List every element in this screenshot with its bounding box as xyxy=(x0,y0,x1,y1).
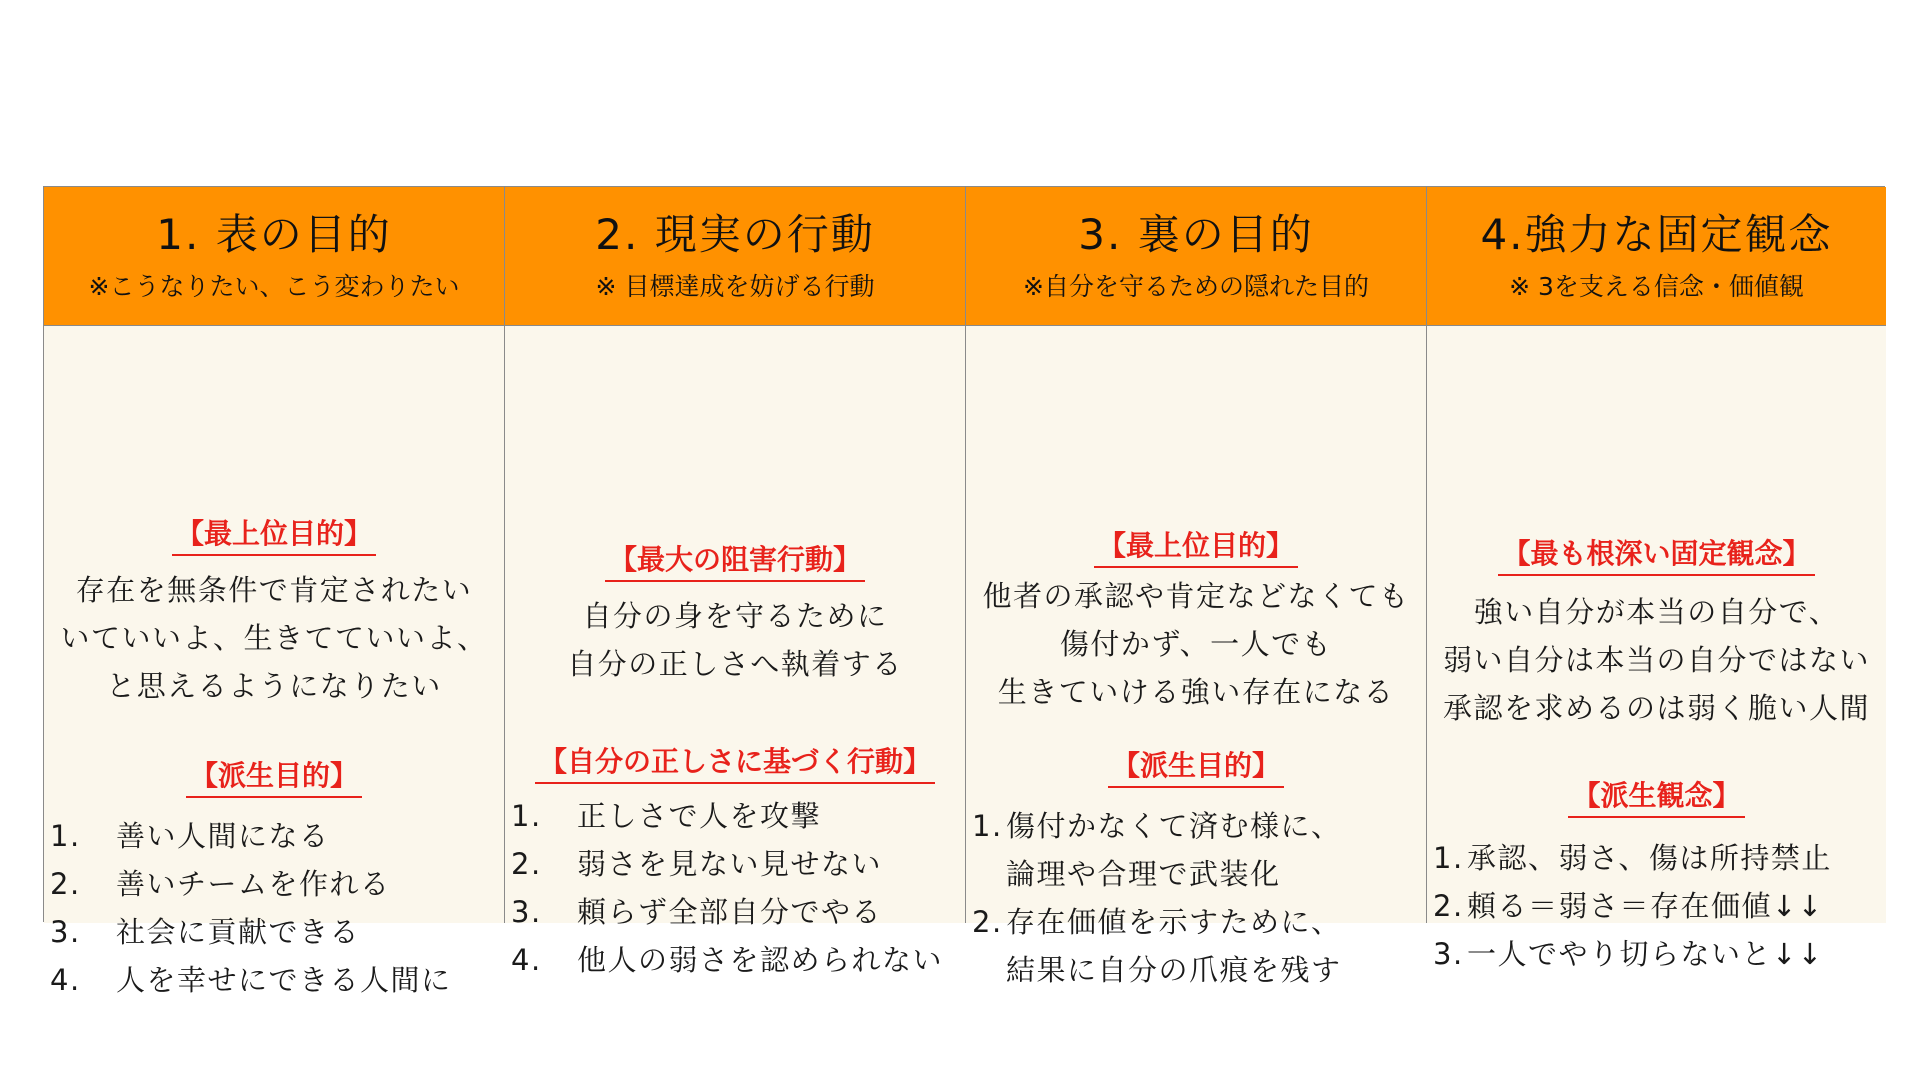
list-item-continuation xyxy=(972,946,1426,994)
list-number: 2. xyxy=(50,867,81,901)
section-label-text: 【派生目的】 xyxy=(1108,748,1284,788)
paragraph-line: と思えるようになりたい xyxy=(106,669,442,703)
header-subtitle: ※自分を守るための隠れた目的 xyxy=(1023,272,1369,301)
list-text: 傷付かなくて済む様に、 xyxy=(1006,809,1342,843)
section-label-text: 【自分の正しさに基づく行動】 xyxy=(535,744,935,784)
paragraph-line: 強い自分が本当の自分で、 xyxy=(1473,595,1840,629)
header-title: 4.強力な固定観念 xyxy=(1480,210,1833,259)
list-text: 弱さを見ない見せない xyxy=(577,847,883,881)
list-number: 2. xyxy=(972,905,1003,939)
list-item xyxy=(972,898,1426,946)
list-item xyxy=(50,812,504,860)
section-label-text: 【最も根深い固定観念】 xyxy=(1498,536,1814,576)
list-text: 承認、弱さ、傷は所持禁止 xyxy=(1467,841,1832,875)
list-number: 1. xyxy=(511,799,542,833)
header-title: 3. 裏の目的 xyxy=(1078,210,1314,259)
list-item xyxy=(1433,834,1886,882)
list-text: 結果に自分の爪痕を残す xyxy=(1006,953,1342,987)
paragraph-line: 自分の身を守るために xyxy=(582,599,888,633)
list-item xyxy=(50,908,504,956)
list-number: 3. xyxy=(1433,937,1464,971)
paragraph-line: 傷付かず、一人でも xyxy=(1059,627,1333,661)
paragraph-line: いていいよ、生きてていいよ、 xyxy=(60,621,488,655)
list-item xyxy=(1433,930,1886,978)
header-cell-2 xyxy=(505,187,966,326)
section-label xyxy=(1427,536,1886,576)
numbered-list xyxy=(50,812,504,1004)
paragraph xyxy=(1427,588,1886,732)
numbered-list xyxy=(511,792,965,984)
section-label-text: 【最大の阻害行動】 xyxy=(605,542,865,582)
list-text: 他人の弱さを認められない xyxy=(577,943,944,977)
list-text: 社会に貢献できる xyxy=(116,915,361,949)
body-cell-2 xyxy=(505,326,966,977)
list-item xyxy=(972,802,1426,850)
section-label xyxy=(1427,778,1886,818)
list-item xyxy=(1433,882,1886,930)
body-cell-3 xyxy=(966,326,1427,987)
list-number: 1. xyxy=(1433,841,1464,875)
paragraph-line: 生きていける強い存在になる xyxy=(997,675,1395,709)
list-number: 4. xyxy=(50,963,81,997)
body-cell-4 xyxy=(1427,326,1886,971)
paragraph-line: 承認を求めるのは弱く脆い人間 xyxy=(1442,691,1870,725)
list-item xyxy=(511,888,965,936)
section-label-text: 【派生観念】 xyxy=(1568,778,1744,818)
section-label xyxy=(44,516,504,556)
list-text: 存在価値を示すために、 xyxy=(1006,905,1342,939)
list-text: 正しさで人を攻撃 xyxy=(577,799,822,833)
section-label xyxy=(505,744,965,784)
section-label xyxy=(505,542,965,582)
paragraph-line: 他者の承認や肯定などなくても xyxy=(982,579,1410,613)
list-number: 1. xyxy=(972,809,1003,843)
list-text: 善い人間になる xyxy=(116,819,330,853)
list-item xyxy=(511,792,965,840)
header-subtitle: ※ 3を支える信念・価値観 xyxy=(1509,272,1804,301)
section-label-text: 【派生目的】 xyxy=(186,758,362,798)
paragraph-line: 存在を無条件で肯定されたい xyxy=(75,573,473,607)
section-label xyxy=(966,528,1426,568)
paragraph-line: 弱い自分は本当の自分ではない xyxy=(1442,643,1870,677)
list-item xyxy=(50,860,504,908)
list-number: 4. xyxy=(511,943,542,977)
section-label-text: 【最上位目的】 xyxy=(1094,528,1298,568)
list-item xyxy=(511,936,965,984)
section-label xyxy=(44,758,504,798)
section-label-text: 【最上位目的】 xyxy=(172,516,376,556)
header-subtitle: ※こうなりたい、こう変わりたい xyxy=(88,272,460,301)
list-number: 2. xyxy=(511,847,542,881)
paragraph xyxy=(44,566,504,710)
list-text: 善いチームを作れる xyxy=(116,867,391,901)
numbered-list xyxy=(972,802,1426,994)
header-title: 2. 現実の行動 xyxy=(595,210,875,259)
list-item xyxy=(511,840,965,888)
header-title: 1. 表の目的 xyxy=(156,210,392,259)
list-number: 3. xyxy=(50,915,81,949)
list-text: 頼らず全部自分でやる xyxy=(577,895,883,929)
comparison-table xyxy=(43,186,1885,997)
list-text: 論理や合理で武装化 xyxy=(1006,857,1281,891)
list-text: 頼る＝弱さ＝存在価値↓↓ xyxy=(1467,889,1824,923)
list-text: 人を幸せにできる人間に xyxy=(116,963,452,997)
list-number: 3. xyxy=(511,895,542,929)
list-item xyxy=(50,956,504,1004)
header-cell-1 xyxy=(44,187,505,326)
list-text: 一人でやり切らないと↓↓ xyxy=(1467,937,1824,971)
list-number: 1. xyxy=(50,819,81,853)
numbered-list xyxy=(1433,834,1886,978)
header-subtitle: ※ 目標達成を妨げる行動 xyxy=(595,272,875,301)
header-cell-4 xyxy=(1427,187,1886,326)
list-item-continuation xyxy=(972,850,1426,898)
header-cell-3 xyxy=(966,187,1427,326)
paragraph xyxy=(505,592,965,688)
body-cell-1 xyxy=(44,326,505,997)
list-number: 2. xyxy=(1433,889,1464,923)
section-label xyxy=(966,748,1426,788)
paragraph-line: 自分の正しさへ執着する xyxy=(567,647,903,681)
paragraph xyxy=(966,572,1426,716)
